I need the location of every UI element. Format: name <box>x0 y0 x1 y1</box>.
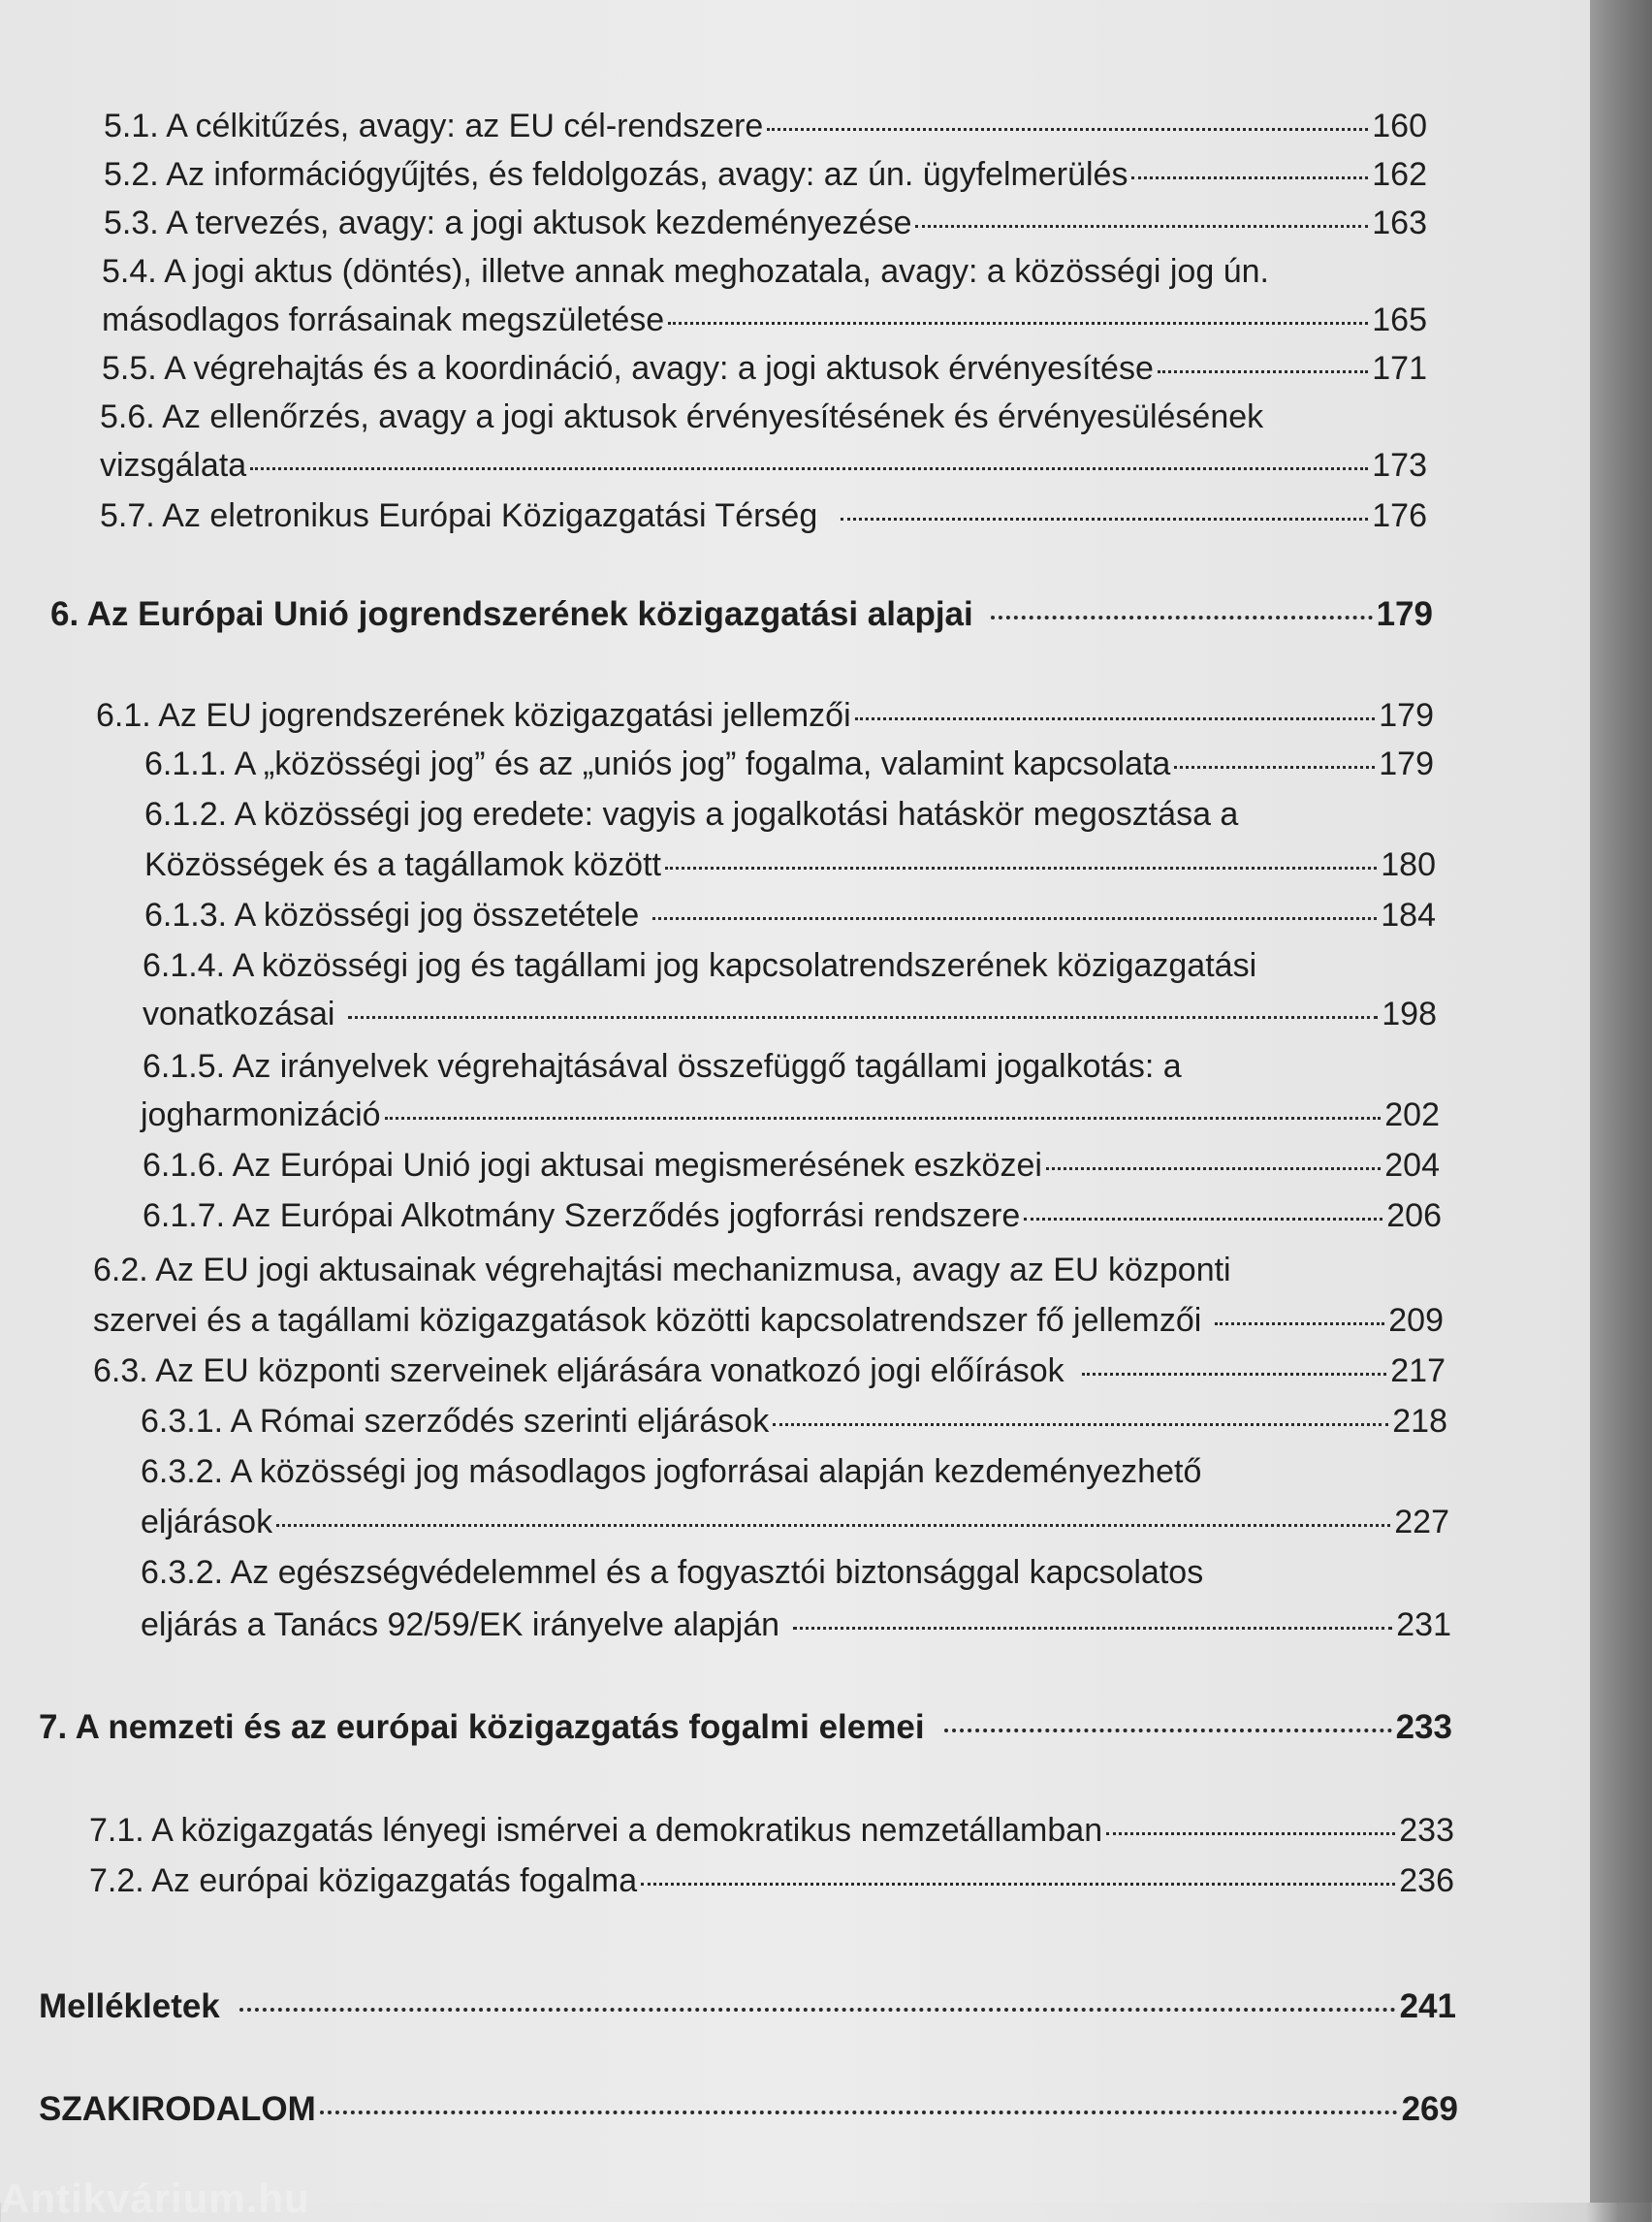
toc-title: Közösségek és a tagállamok között <box>144 846 661 883</box>
chapter-title: 6. Az Európai Unió jogrendszerének közigazgatási alapjai <box>50 595 973 633</box>
toc-page: 202 <box>1384 1096 1440 1133</box>
chapter-page: 179 <box>1376 595 1433 633</box>
chapter-title: Mellékletek <box>39 1987 220 2025</box>
toc-page: 227 <box>1394 1504 1449 1540</box>
toc-title: 6.1.1. A „közösségi jog” és az „uniós jog” fogalma, valamint kapcsolata <box>144 746 1171 782</box>
toc-page: 176 <box>1372 497 1427 534</box>
toc-title: jogharmonizáció <box>141 1096 381 1133</box>
dot-leader <box>652 917 1377 920</box>
toc-entry-6-2-line1: 6.2. Az EU jogi aktusainak végrehajtási mechanizmusa, avagy az EU központi <box>93 1252 1231 1288</box>
dot-leader <box>239 2008 1396 2012</box>
toc-entry-6-3-2b-line1: 6.3.2. Az egészségvédelemmel és a fogyasztói biztonsággal kapcsolatos <box>141 1554 1204 1591</box>
dot-leader <box>665 867 1377 870</box>
dot-leader <box>641 1883 1395 1886</box>
toc-page: 171 <box>1372 350 1427 387</box>
chapter-page: 269 <box>1401 2090 1458 2128</box>
toc-entry-6-3-2b <box>141 1603 1451 1646</box>
toc-entry-6-3-1 <box>141 1400 1447 1443</box>
toc-page: 206 <box>1386 1197 1442 1234</box>
toc-entry-5-2 <box>104 153 1427 196</box>
toc-title: 5.2. Az információgyűjtés, és feldolgozás, avagy: az ún. ügyfelmerülés <box>104 156 1128 193</box>
toc-entry-6-3-2a <box>141 1501 1449 1543</box>
toc-entry-5-3 <box>104 202 1427 244</box>
toc-entry-5-5 <box>102 347 1427 390</box>
dot-leader <box>991 616 1373 619</box>
dot-leader <box>944 1729 1392 1732</box>
toc-page: 198 <box>1382 996 1437 1032</box>
toc-title: 5.3. A tervezés, avagy: a jogi aktusok kezdeményezése <box>104 205 912 241</box>
dot-leader <box>250 467 1368 470</box>
toc-title: másodlagos forrásainak megszületése <box>102 302 665 338</box>
dot-leader <box>1131 176 1368 179</box>
toc-entry-6-1-6 <box>143 1144 1440 1187</box>
toc-title: 6.3. Az EU központi szerveinek eljárására vonatkozó jogi előírások <box>93 1352 1064 1389</box>
toc-title: 6.1.7. Az Európai Alkotmány Szerződés jogforrási rendszere <box>143 1197 1021 1234</box>
book-spine-shadow <box>1590 0 1652 2203</box>
toc-title: 7.2. Az európai közigazgatás fogalma <box>89 1862 638 1899</box>
dot-leader <box>1046 1167 1381 1170</box>
toc-entry-6-1-5 <box>141 1094 1440 1136</box>
dot-leader <box>320 2111 1398 2114</box>
toc-title: 6.1. Az EU jogrendszerének közigazgatási jellemzői <box>96 697 851 734</box>
chapter-page: 241 <box>1399 1987 1456 2025</box>
toc-entry-6-3 <box>93 1349 1446 1392</box>
toc-entry-6-1-3 <box>144 894 1436 936</box>
toc-entry-6-1-5-line1: 6.1.5. Az irányelvek végrehajtásával összefüggő tagállami jogalkotás: a <box>143 1048 1182 1085</box>
toc-page: 218 <box>1392 1403 1447 1440</box>
toc-page: 179 <box>1379 697 1434 734</box>
toc-entry-5-6-line1: 5.6. Az ellenőrzés, avagy a jogi aktusok érvényesítésének és érvényesülésének <box>100 398 1264 435</box>
toc-entry-5-7 <box>100 494 1427 537</box>
dot-leader <box>1024 1218 1382 1221</box>
dot-leader <box>1158 370 1368 373</box>
toc-page: 160 <box>1372 108 1427 144</box>
toc-page: 180 <box>1381 846 1436 883</box>
dot-leader <box>773 1423 1388 1426</box>
toc-entry-6-1-4-line1: 6.1.4. A közösségi jog és tagállami jog kapcsolatrendszerének közigazgatási <box>143 947 1257 984</box>
watermark: Antikvárium.hu <box>0 2175 310 2221</box>
toc-chapter-7 <box>39 1706 1452 1749</box>
toc-title: vonatkozásai <box>143 996 335 1032</box>
toc-page: 236 <box>1399 1862 1454 1899</box>
dot-leader <box>793 1627 1392 1630</box>
dot-leader <box>1215 1322 1384 1325</box>
chapter-page: 233 <box>1395 1708 1452 1746</box>
chapter-title: 7. A nemzeti és az európai közigazgatás fogalmi elemei <box>39 1708 925 1746</box>
toc-title: vizsgálata <box>100 447 247 484</box>
toc-entry-6-1-1 <box>144 743 1434 785</box>
toc-entry-7-1 <box>89 1809 1454 1852</box>
toc-page: 209 <box>1388 1302 1444 1339</box>
toc-entry-5-1 <box>104 105 1427 147</box>
toc-page: 204 <box>1384 1147 1440 1184</box>
dot-leader <box>385 1117 1382 1120</box>
dot-leader <box>668 322 1368 325</box>
toc-title: eljárás a Tanács 92/59/EK irányelve alapján <box>141 1606 780 1643</box>
dot-leader <box>348 1016 1378 1019</box>
toc-entry-6-1-4 <box>143 993 1437 1035</box>
toc-entry-6-1-7 <box>143 1194 1442 1237</box>
toc-page: 162 <box>1372 156 1427 193</box>
toc-title: 5.7. Az eletronikus Európai Közigazgatási Térség <box>100 497 818 534</box>
toc-title: eljárások <box>141 1504 273 1540</box>
toc-title: 6.1.6. Az Európai Unió jogi aktusai megismerésének eszközei <box>143 1147 1042 1184</box>
dot-leader <box>276 1524 1390 1527</box>
toc-szakirodalom <box>39 2088 1458 2131</box>
toc-title: 7.1. A közigazgatás lényegi ismérvei a demokratikus nemzetállamban <box>89 1812 1103 1849</box>
toc-title: 5.1. A célkitűzés, avagy: az EU cél-rendszere <box>104 108 764 144</box>
toc-entry-5-6 <box>100 444 1427 487</box>
toc-title: szervei és a tagállami közigazgatások közötti kapcsolatrendszer fő jellemzői <box>93 1302 1202 1339</box>
toc-chapter-6 <box>50 593 1433 636</box>
dot-leader <box>1106 1832 1395 1835</box>
dot-leader <box>915 225 1368 228</box>
toc-entry-6-1-2-line1: 6.1.2. A közösségi jog eredete: vagyis a jogalkotási hatáskör megosztása a <box>144 796 1239 833</box>
toc-mellekletek <box>39 1985 1456 2028</box>
toc-entry-6-1-2 <box>144 843 1436 886</box>
dot-leader <box>1174 766 1375 769</box>
toc-entry-6-1 <box>96 694 1434 737</box>
dot-leader <box>1082 1373 1387 1376</box>
toc-page: 184 <box>1381 897 1436 934</box>
toc-page: 233 <box>1399 1812 1454 1849</box>
chapter-title: SZAKIRODALOM <box>39 2090 316 2128</box>
toc-page: 231 <box>1396 1606 1451 1643</box>
toc-entry-7-2 <box>89 1859 1454 1902</box>
toc-page: 163 <box>1372 205 1427 241</box>
dot-leader <box>841 518 1368 521</box>
toc-page: 179 <box>1379 746 1434 782</box>
toc-title: 6.3.1. A Római szerződés szerinti eljárások <box>141 1403 770 1440</box>
toc-page: 217 <box>1390 1352 1446 1389</box>
toc-entry-5-4 <box>102 299 1427 341</box>
dot-leader <box>855 717 1376 720</box>
toc-entry-6-2 <box>93 1299 1444 1342</box>
toc-title: 6.1.3. A közösségi jog összetétele <box>144 897 640 934</box>
dot-leader <box>767 128 1368 131</box>
toc-entry-6-3-2a-line1: 6.3.2. A közösségi jog másodlagos jogforrásai alapján kezdeményezhető <box>141 1453 1202 1490</box>
toc-page: 173 <box>1372 447 1427 484</box>
toc-entry-5-4-line1: 5.4. A jogi aktus (döntés), illetve annak meghozatala, avagy: a közösségi jog ún. <box>102 253 1269 290</box>
toc-page: 165 <box>1372 302 1427 338</box>
toc-title: 5.5. A végrehajtás és a koordináció, avagy: a jogi aktusok érvényesítése <box>102 350 1154 387</box>
